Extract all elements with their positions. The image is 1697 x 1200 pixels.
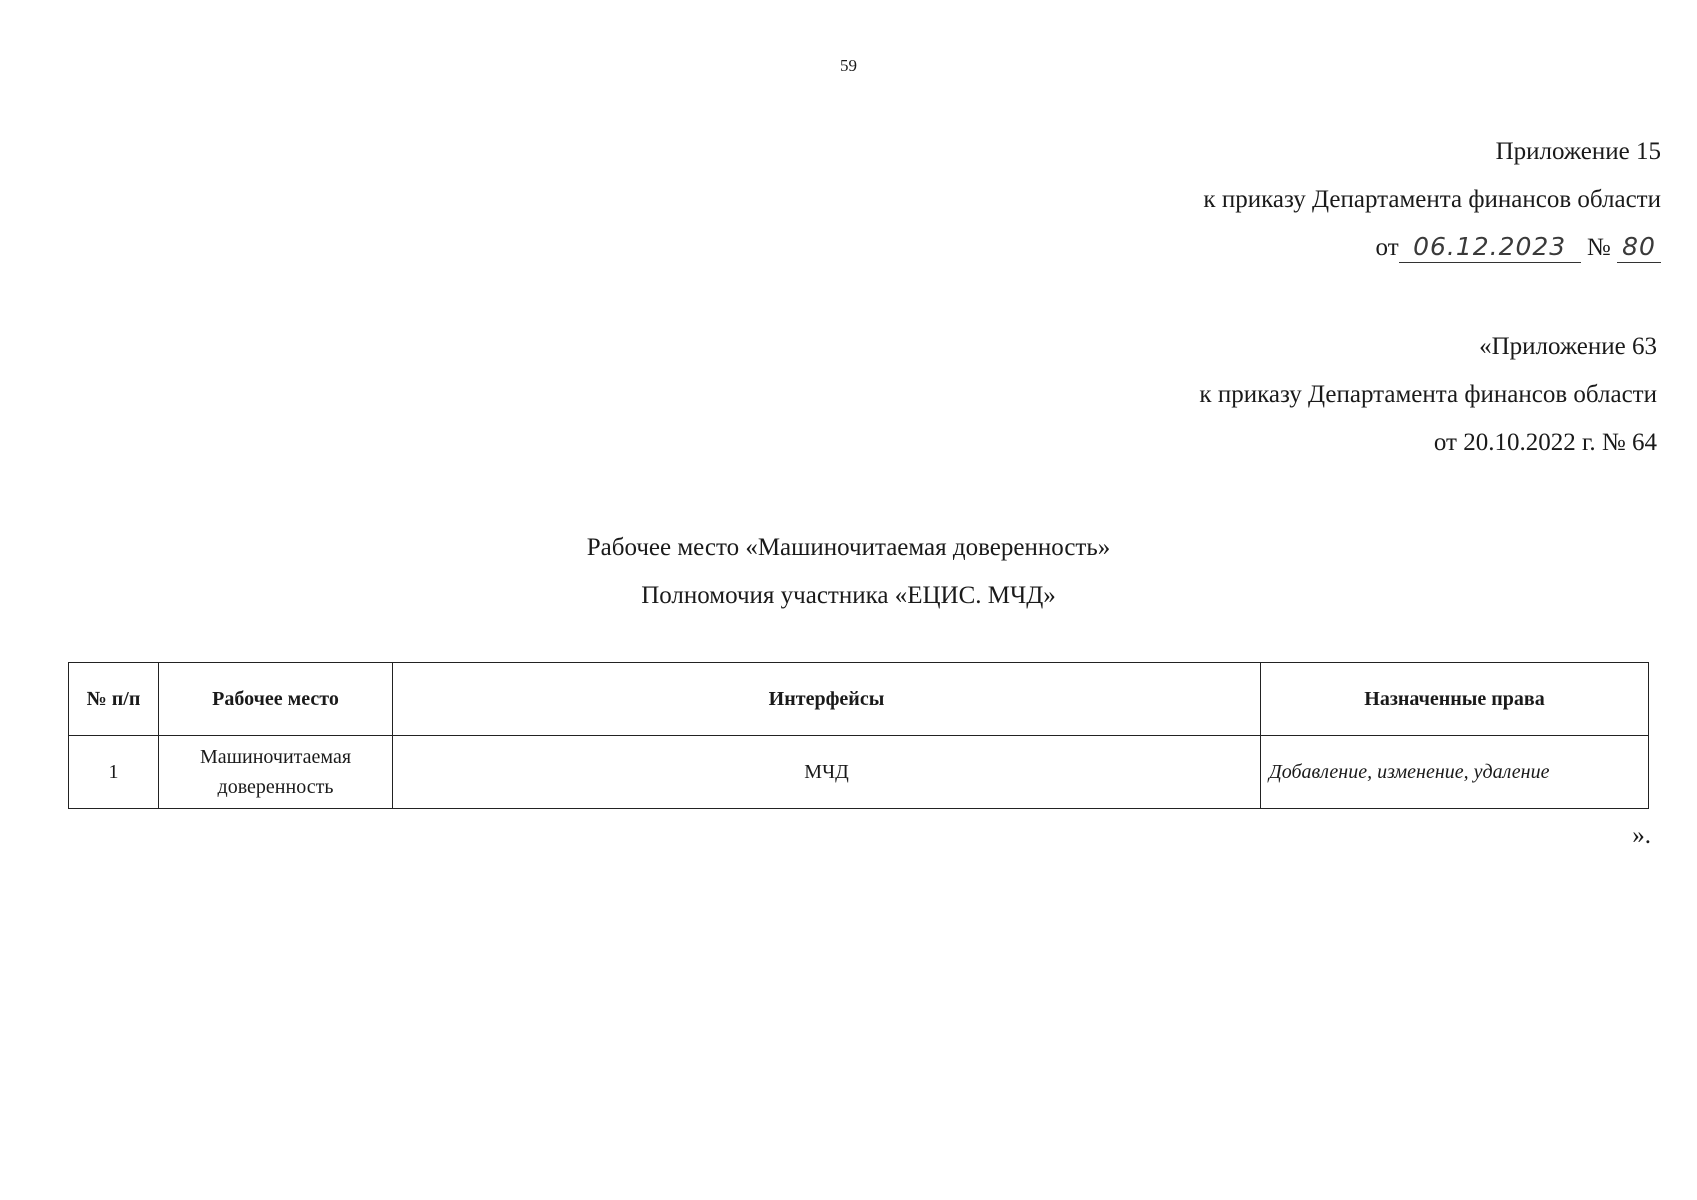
- header-rights: Назначенные права: [1261, 663, 1649, 736]
- table-header-row: [69, 663, 1649, 736]
- page-number: 59: [840, 56, 857, 75]
- permissions-table: [68, 662, 1649, 809]
- handwritten-date: 06.12.2023: [1399, 232, 1581, 263]
- cell-rights: Добавление, изменение, удаление: [1261, 736, 1649, 809]
- attachment-prev-title: «Приложение 63: [1479, 333, 1657, 360]
- header-interfaces: Интерфейсы: [393, 663, 1261, 736]
- permissions-table-wrap: [68, 662, 1648, 809]
- attachment-title: Приложение 15: [1495, 138, 1661, 165]
- closing-quote: ».: [1632, 822, 1651, 849]
- attachment-order-ref: к приказу Департамента финансов области: [1203, 186, 1661, 213]
- attachment-previous: [1199, 323, 1657, 467]
- heading-permissions: Полномочия участника «ЕЦИС. МЧД»: [641, 582, 1056, 609]
- document-heading: [0, 524, 1697, 620]
- header-num: № п/п: [69, 663, 159, 736]
- cell-num: 1: [69, 736, 159, 809]
- attachment-date-line: [1203, 224, 1661, 272]
- heading-workplace: Рабочее место «Машиночитаемая доверенность»: [586, 534, 1111, 561]
- table-row: [69, 736, 1649, 809]
- cell-interface: МЧД: [393, 736, 1261, 809]
- number-prefix: №: [1586, 234, 1611, 261]
- cell-workplace: Машиночитаемая доверенность: [159, 736, 393, 809]
- attachment-prev-order-ref: к приказу Департамента финансов области: [1199, 381, 1657, 408]
- header-workplace: Рабочее место: [159, 663, 393, 736]
- attachment-prev-date-line: от 20.10.2022 г. № 64: [1433, 429, 1657, 456]
- handwritten-number: 80: [1617, 232, 1661, 263]
- attachment-current: [1203, 128, 1661, 272]
- date-prefix: от: [1375, 234, 1399, 261]
